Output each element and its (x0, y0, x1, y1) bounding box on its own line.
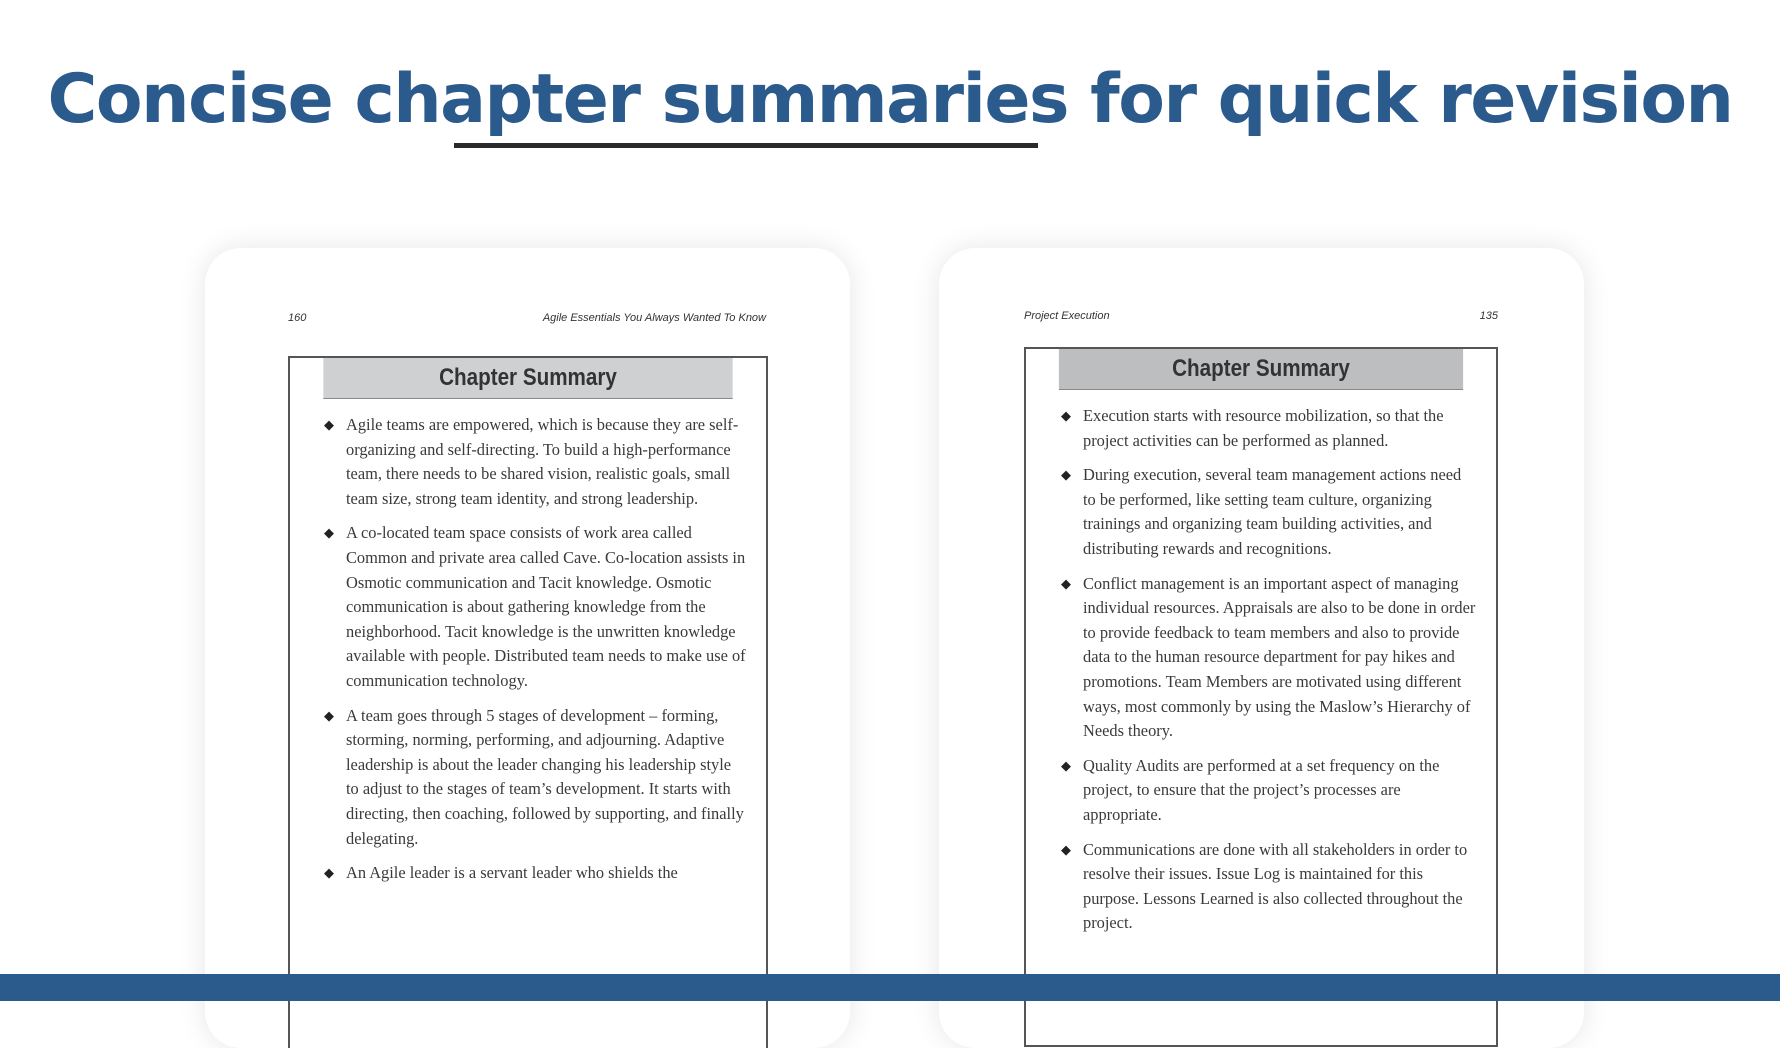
chapter-summary-heading: Chapter Summary (1059, 349, 1463, 390)
summary-list (290, 399, 766, 886)
list-item: ◆ Agile teams are empowered, which is because they are self-organizing and self-directing. To build a high-performance team, there needs to be shared vision, realistic goals, small team size, strong team identity, and strong leadership. (324, 415, 739, 508)
footer-bar (0, 974, 1780, 1001)
chapter-summary-heading: Chapter Summary (323, 358, 732, 399)
diamond-bullet-icon: ◆ (324, 417, 334, 432)
diamond-bullet-icon: ◆ (324, 865, 334, 881)
chapter-summary-box (1024, 347, 1498, 1047)
slide-title: Concise chapter summaries for quick revision (47, 60, 1733, 139)
summary-list (1026, 390, 1496, 936)
diamond-bullet-icon: ◆ (1061, 467, 1071, 483)
page-number: 160 (288, 312, 307, 324)
book-page-right (939, 248, 1584, 1048)
diamond-bullet-icon: ◆ (1061, 575, 1071, 591)
diamond-bullet-icon: ◆ (1061, 408, 1071, 423)
list-item: ◆ During execution, several team management actions need to be performed, like setting team culture, organizing trainings and organizing team building activities, and distributing rewards and recognitions. (1061, 465, 1462, 558)
page-number: 135 (1479, 310, 1498, 322)
running-title: Project Execution (1024, 310, 1110, 322)
book-page-left (205, 248, 850, 1048)
list-item: ◆ Communications are done with all stakeholders in order to resolve their issues. Issue Log is maintained for this purpose. Lessons Learned is also collected throughout the project. (1061, 839, 1468, 933)
list-item: ◆ Quality Audits are performed at a set frequency on the project, to ensure that the project’s processes are appropriate. (1061, 755, 1440, 824)
running-head (288, 312, 766, 328)
running-head (1024, 310, 1498, 326)
diamond-bullet-icon: ◆ (1061, 841, 1071, 857)
list-item: ◆ Execution starts with resource mobilization, so that the project activities can be performed as planned. (1061, 406, 1444, 450)
diamond-bullet-icon: ◆ (1061, 757, 1071, 773)
list-item: ◆ A team goes through 5 stages of development – forming, storming, norming, performing, and adjourning. Adaptive leadership is about the leader changing his leadership style to adjust to the stages of team’s development. It starts with directing, then coaching, followed by supporting, and finally delegating. (324, 705, 744, 848)
diamond-bullet-icon: ◆ (324, 707, 334, 723)
chapter-summary-box (288, 356, 768, 1048)
diamond-bullet-icon: ◆ (324, 525, 334, 541)
list-item: ◆ A co-located team space consists of work area called Common and private area called Cave. Co-location assists in Osmotic communication and Tacit knowledge. Osmotic communication is about gathering knowledge from the neighborhood. Tacit knowledge is the unwritten knowledge available with people. Distributed team needs to make use of communication technology. (324, 523, 746, 690)
list-item: ◆ Conflict management is an important aspect of managing individual resources. Appraisals are also to be done in order to provide feedback to team members and also to provide data to the human resource department for pay hikes and promotions. Team Members are motivated using different ways, most commonly by using the Maslow’s Hierarchy of Needs theory. (1061, 573, 1476, 741)
title-underline (454, 143, 1038, 148)
list-item: ◆ An Agile leader is a servant leader who shields the (346, 861, 746, 886)
running-title: Agile Essentials You Always Wanted To Know (542, 312, 766, 324)
